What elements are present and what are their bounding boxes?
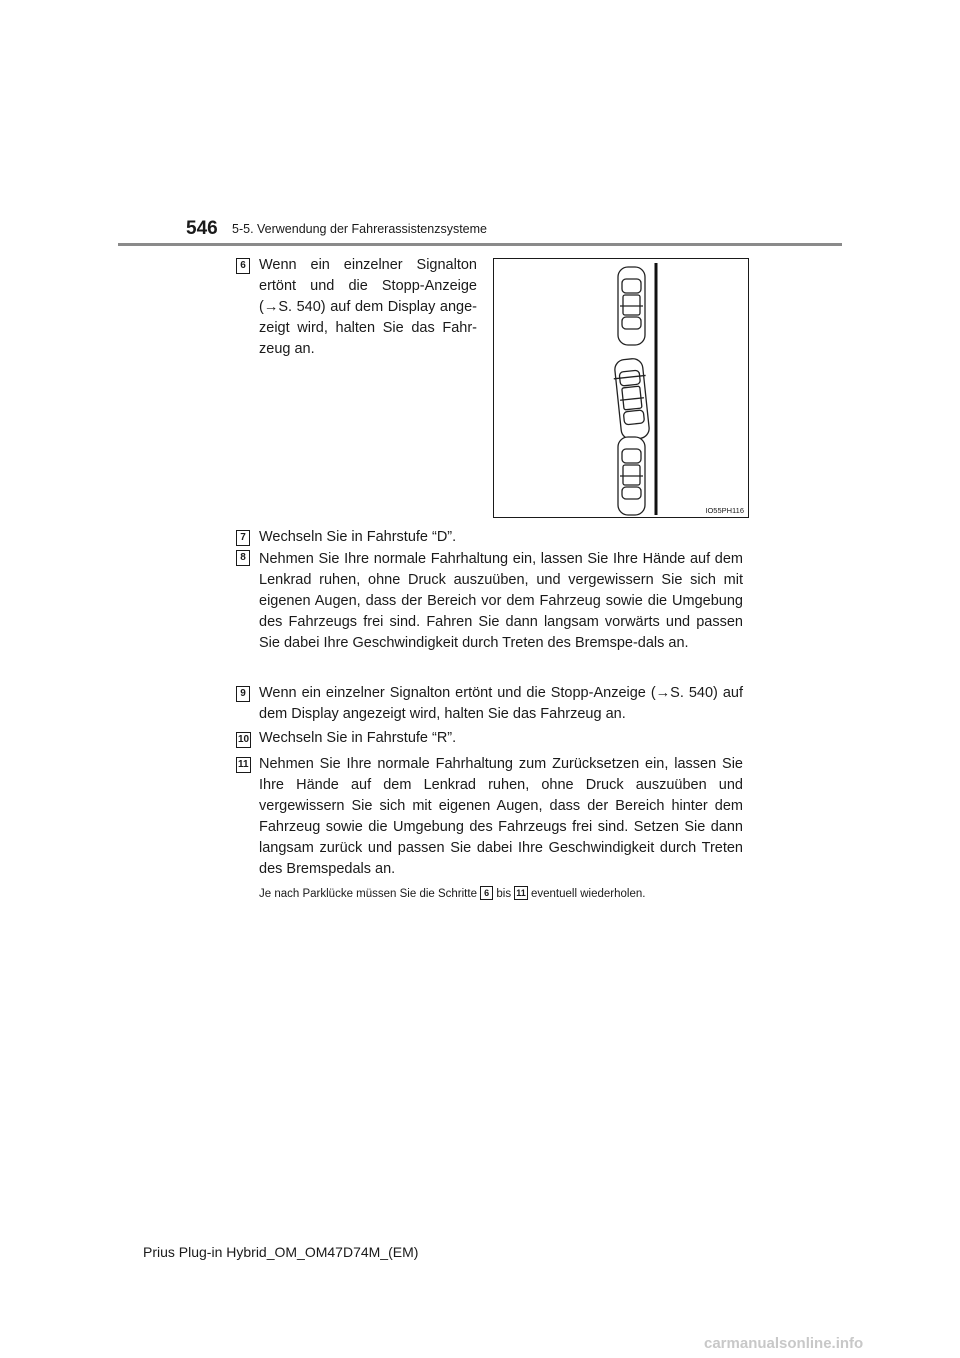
- header-rule: [118, 243, 842, 246]
- note-text-1: Je nach Parklücke müssen Sie die Schritte: [259, 888, 477, 900]
- step-text-8: Nehmen Sie Ihre normale Fahrhaltung ein, lassen Sie Ihre Hände auf dem Lenkrad ruhen, ohne Druck auszuüben, und vergewissern Sie sich mit eigenen Augen, dass der Bereich vor dem Fahrzeug sowie die Umgebung des Fahrzeugs frei sind. Fahren Sie dann langsam vorwärts und passen Sie dabei Ihre Geschwindigkeit durch Treten des Bremspe-dals an.: [259, 551, 743, 651]
- step-text-7: Wechseln Sie in Fahrstufe “D”.: [259, 529, 457, 545]
- note-text-2: bis: [496, 888, 512, 900]
- note-text-3: eventuell wiederholen.: [531, 888, 646, 900]
- step-badge-10: 10: [236, 732, 251, 748]
- step-badge-7: 7: [236, 530, 250, 546]
- parking-diagram: [494, 259, 750, 519]
- repeat-note: [259, 886, 743, 902]
- parking-illustration: [493, 258, 749, 518]
- parked-car-rear: [618, 437, 645, 515]
- step-text-11: Nehmen Sie Ihre normale Fahrhaltung zum Zurücksetzen ein, lassen Sie Ihre Hände auf dem Lenkrad ruhen, ohne Druck auszuüben und vergewissern Sie sich mit eigenen Augen, dass der Bereich hinter dem Fahrzeug sowie die Umgebung des Fahrzeugs frei sind. Setzen Sie dann langsam zurück und passen Sie dabei Ihre Geschwindigkeit durch Treten des Bremspedals an.: [259, 756, 743, 877]
- step-badge-8: 8: [236, 550, 250, 566]
- note-badge-from: 6: [480, 886, 493, 900]
- figure-id: IO55PH116: [705, 506, 744, 515]
- note-badge-to: 11: [516, 888, 526, 898]
- step-text-6: Wenn ein einzelner Signalton ertönt und die Stopp-Anzeige (→S. 540) auf dem Display ange-zeigt wird, halten Sie das Fahr-zeug an.: [259, 257, 477, 357]
- step-badge-11: 11: [236, 757, 251, 773]
- parked-car-front: [618, 267, 645, 345]
- page-number: 546: [186, 218, 218, 239]
- maneuvering-car: [612, 358, 652, 441]
- step-badge-9: 9: [236, 686, 250, 702]
- watermark: carmanualsonline.info: [704, 1335, 864, 1352]
- section-title: 5-5. Verwendung der Fahrerassistenzsysteme: [232, 222, 487, 236]
- step-badge-6: 6: [236, 258, 250, 274]
- step-text-10: Wechseln Sie in Fahrstufe “R”.: [259, 730, 457, 746]
- footer-document-id: Prius Plug-in Hybrid_OM_OM47D74M_(EM): [143, 1244, 419, 1260]
- step-text-9: Wenn ein einzelner Signalton ertönt und die Stopp-Anzeige (→S. 540) auf dem Display angezeigt wird, halten Sie das Fahrzeug an.: [259, 685, 743, 722]
